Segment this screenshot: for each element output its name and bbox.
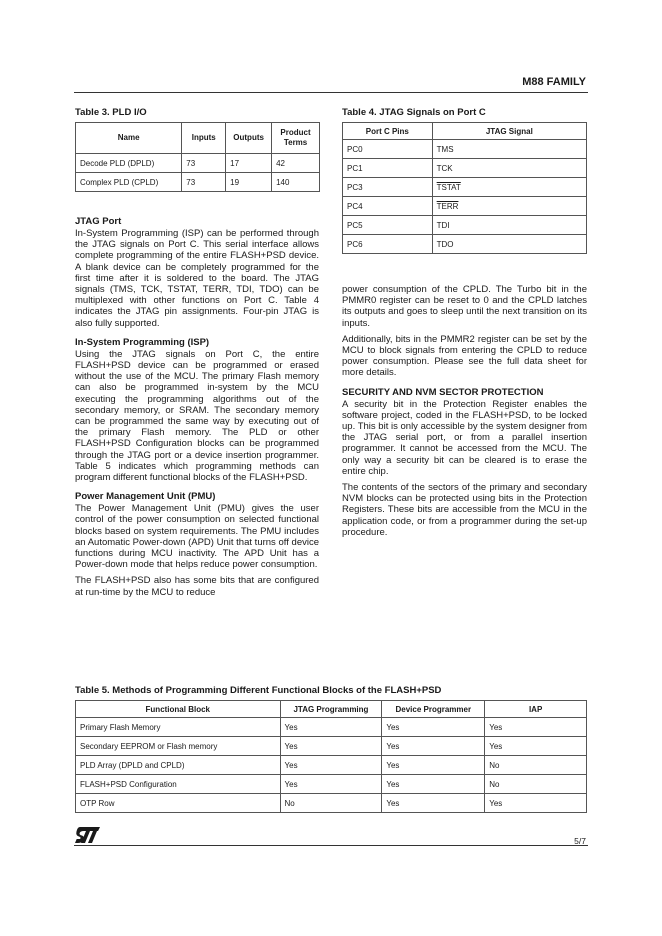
table-cell: PC1 [343,159,433,178]
table5-programming-methods [75,700,587,813]
table-cell: Yes [280,718,382,737]
isp-heading: In-System Programming (ISP) [75,336,210,348]
table-header-cell: Outputs [226,123,272,154]
table-row [76,737,587,756]
pmu-paragraph-2: The FLASH+PSD also has some bits that are configured at run-time by the MCU to reduce [75,575,319,598]
pmu-continued-paragraph: power consumption of the CPLD. The Turbo bit in the PMMR0 register can be reset to 0 and the CPLD latches its outputs and goes to sleep until the next transition on its inputs. [342,284,587,329]
table-cell: Yes [485,794,587,813]
table5-section [75,685,587,813]
document-family-title: M88 FAMILY [522,76,586,88]
table-cell: Yes [382,775,485,794]
table-cell: No [485,775,587,794]
pmu-paragraph-1: The Power Management Unit (PMU) gives the user control of the power consumption on selected functional blocks based on system requirements. The PMU includes an Automatic Power-down (APD) Unit that turns off device functions during MCU inactivity. The APD Unit has a Power-down mode that helps reduce power consumption. [75,503,319,571]
table-cell: Complex PLD (CPLD) [76,173,182,192]
jtag-port-paragraph: In-System Programming (ISP) can be performed through the JTAG signals on Port C. This serial interface allows complete programming of the entire FLASH+PSD device. A blank device can be completely programmed for the first time after it is soldered to the board. The JTAG signals (TMS, TCK, TSTAT, TERR, TDI, TDO) can be multiplexed with other functions on Port C. Table 4 indicates the JTAG pin assignments. Four-pin JTAG is also fully supported. [75,228,319,329]
table-header-cell: Product Terms [272,123,320,154]
table-header-cell: Inputs [182,123,226,154]
table-header-row [76,701,587,718]
table-cell: TCK [432,159,586,178]
table-row [76,173,320,192]
table-cell: PC5 [343,216,433,235]
table-cell: Yes [485,718,587,737]
table-cell: Primary Flash Memory [76,718,281,737]
table-row [343,140,587,159]
table-header-cell: JTAG Signal [432,123,586,140]
table-cell: No [485,756,587,775]
table-cell: PLD Array (DPLD and CPLD) [76,756,281,775]
security-paragraph-2: The contents of the sectors of the primary and secondary NVM blocks can be protected using bits in the Protection Registers. These bits are accessible from the MCU in the application code, or from a programmer during the set-up procedure. [342,482,587,538]
table-cell: Yes [382,737,485,756]
table-row [76,794,587,813]
table5-caption: Table 5. Methods of Programming Different Functional Blocks of the FLASH+PSD [75,685,442,696]
table-cell: Yes [485,737,587,756]
table-cell: PC0 [343,140,433,159]
table-header-cell: JTAG Programming [280,701,382,718]
footer-divider [74,845,588,846]
left-column [75,107,319,603]
table-cell: 42 [272,154,320,173]
table-cell [432,197,586,216]
table-row [343,235,587,254]
table-cell: Yes [382,794,485,813]
page-number: 5/7 [574,836,586,846]
table3-caption: Table 3. PLD I/O [75,107,147,118]
table-header-cell: Name [76,123,182,154]
tstat-signal: TSTAT [436,182,461,192]
table-header-row [76,123,320,154]
table4-caption: Table 4. JTAG Signals on Port C [342,107,486,118]
table-header-cell: Port C Pins [343,123,433,140]
table-cell: Yes [280,737,382,756]
pmu-paragraph-3: Additionally, bits in the PMMR2 register can be set by the MCU to block signals from entering the CPLD to reduce power consumption. Please see the full data sheet for more details. [342,333,587,379]
table-header-cell: Device Programmer [382,701,485,718]
table-cell [432,178,586,197]
table-cell: FLASH+PSD Configuration [76,775,281,794]
table-header-cell: Functional Block [76,701,281,718]
table-cell: Secondary EEPROM or Flash memory [76,737,281,756]
table-header-cell: IAP [485,701,587,718]
table-row [76,775,587,794]
isp-paragraph: Using the JTAG signals on Port C, the entire FLASH+PSD device can be programmed or erased without the use of the MCU. The primary Flash memory can also be programmed in-system by the MCU executing the programming algorithms out of the secondary memory, or SRAM. The secondary memory can be programmed the same way by executing out of the primary Flash memory. The PLD or other FLASH+PSD Configuration blocks can be programmed through the JTAG port or a device insertion programmer. Table 5 indicates which programming methods can program different functional blocks of the FLASH+PSD. [75,348,319,484]
table-cell: Yes [382,756,485,775]
table-cell: Decode PLD (DPLD) [76,154,182,173]
table-cell: 73 [182,154,226,173]
terr-signal: TERR [436,201,459,211]
table-cell: TDI [432,216,586,235]
table-cell: No [280,794,382,813]
security-paragraph-1: A security bit in the Protection Register enables the software project, coded in the FLASH+PSD, to be locked up. This bit is only accessible by the system designer from the JTAG serial port, or from a parallel insertion programmer. It cannot be accessed from the MCU. The only way a security bit can be cleared is to erase the entire chip. [342,398,587,477]
table-cell: Yes [280,756,382,775]
table-row [76,756,587,775]
table-cell: OTP Row [76,794,281,813]
table-row [343,216,587,235]
table4-jtag-signals [342,122,587,254]
table-header-row [343,123,587,140]
table-row [76,154,320,173]
table-row [343,178,587,197]
table-cell: TDO [432,235,586,254]
st-logo-icon [75,826,101,844]
pmu-heading: Power Management Unit (PMU) [75,491,216,503]
jtag-port-heading: JTAG Port [75,216,122,227]
table-cell: 17 [226,154,272,173]
right-column [342,107,587,543]
security-heading: SECURITY AND NVM SECTOR PROTECTION [342,386,544,398]
table-cell: Yes [280,775,382,794]
table-row [76,718,587,737]
table-cell: PC6 [343,235,433,254]
table-cell: 140 [272,173,320,192]
table-cell: Yes [382,718,485,737]
table-row [343,197,587,216]
table-cell: 19 [226,173,272,192]
table-cell: 73 [182,173,226,192]
table3-pld-io [75,122,320,192]
header-divider [74,92,588,93]
table-row [343,159,587,178]
table-cell: PC3 [343,178,433,197]
table-cell: TMS [432,140,586,159]
table-cell: PC4 [343,197,433,216]
